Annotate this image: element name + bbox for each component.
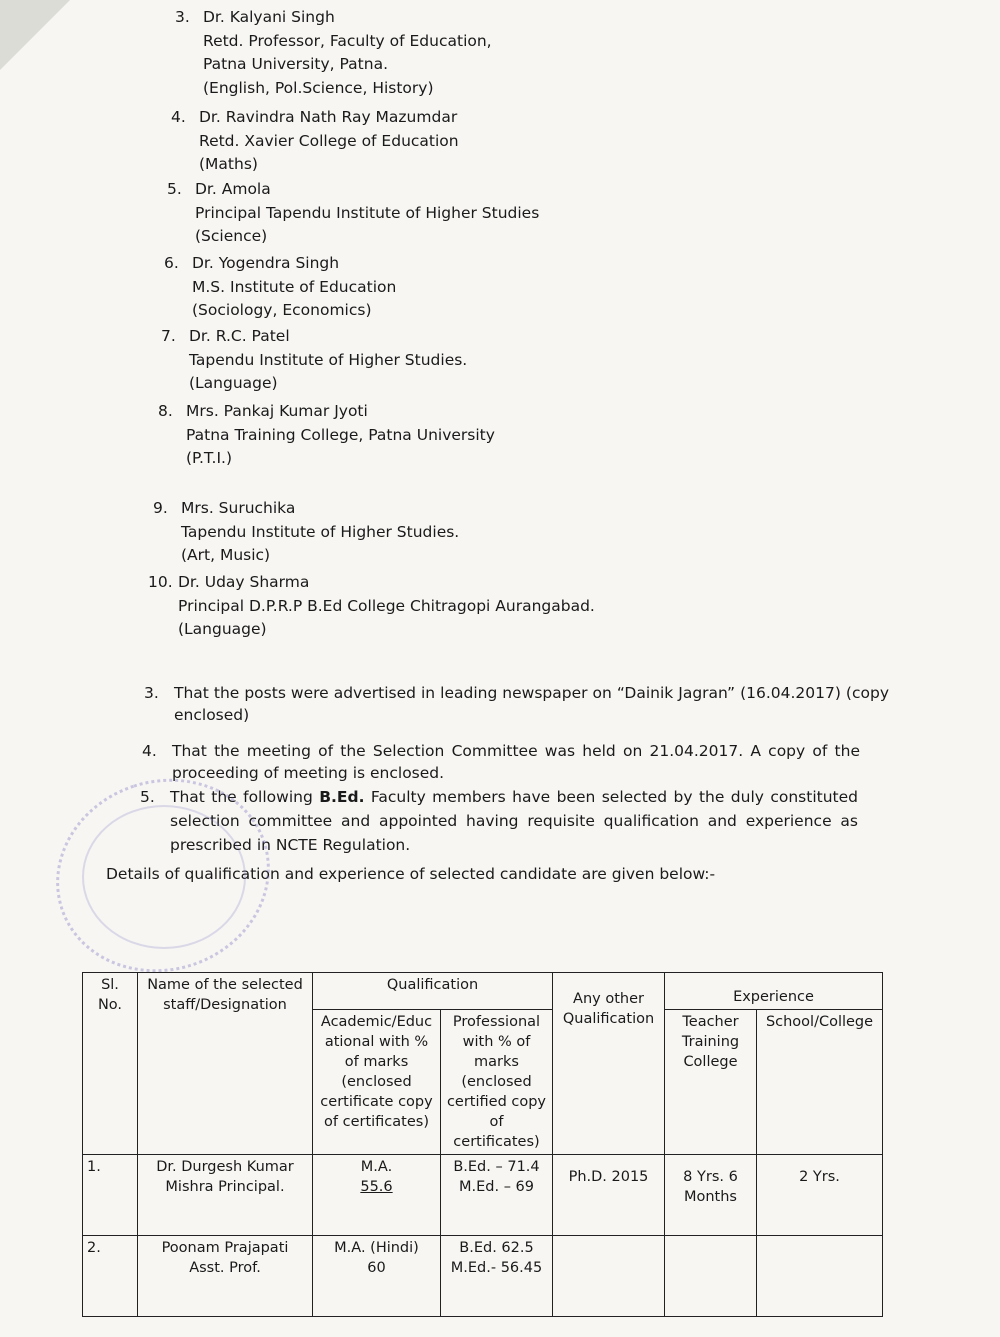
member-detail: Principal D.P.R.P B.Ed College Chitragopi Aurangabad.	[178, 596, 595, 615]
member-subjects: (English, Pol.Science, History)	[203, 78, 434, 97]
paragraph-text: That the meeting of the Selection Committee was held on 21.04.2017. A copy of the proceeding of meeting is enclosed.	[172, 742, 860, 782]
table-row	[83, 1155, 883, 1236]
row-academic	[313, 1155, 441, 1236]
member-name: Dr. Ravindra Nath Ray Mazumdar	[199, 108, 458, 126]
member-number: 8.	[158, 402, 173, 420]
member-subjects: (Maths)	[199, 155, 258, 173]
member-number: 4.	[171, 108, 186, 126]
header-academic: Academic/Educ ational with % of marks (enclosed certificate copy of certificates)	[313, 1010, 441, 1155]
paragraph-number: 5.	[140, 788, 155, 806]
member-detail: M.S. Institute of Education	[192, 277, 397, 296]
paragraph-item	[142, 740, 860, 784]
member-name: Mrs. Suruchika	[181, 499, 296, 517]
member-item	[164, 252, 397, 323]
member-number: 10.	[148, 573, 173, 591]
member-detail: Retd. Professor, Faculty of Education,	[203, 31, 492, 50]
row-teacher-training: 8 Yrs. 6 Months	[665, 1155, 757, 1236]
member-name: Dr. Uday Sharma	[178, 573, 310, 591]
bold-course-name: B.Ed.	[319, 788, 365, 806]
member-subjects: (P.T.I.)	[186, 449, 233, 467]
row-name: Dr. Durgesh Kumar Mishra Principal.	[138, 1155, 313, 1236]
row-teacher-training	[665, 1236, 757, 1317]
academic-degree: M.A. (Hindi)	[334, 1240, 419, 1256]
header-professional: Professional with % of marks (enclosed certified copy of certificates)	[441, 1010, 553, 1155]
member-detail: Tapendu Institute of Higher Studies.	[181, 522, 460, 541]
academic-degree: M.A.	[360, 1159, 393, 1175]
member-detail: Patna Training College, Patna University	[186, 425, 495, 444]
paragraph-item	[144, 682, 889, 726]
row-sl-no: 2.	[83, 1236, 138, 1317]
table-header-row	[83, 973, 883, 1010]
header-experience: Experience	[665, 973, 883, 1010]
member-subjects: (Sociology, Economics)	[192, 301, 372, 319]
header-name: Name of the selected staff/Designation	[138, 973, 313, 1155]
member-detail: Patna University, Patna.	[203, 55, 388, 73]
row-professional: B.Ed. – 71.4 M.Ed. – 69	[441, 1155, 553, 1236]
member-detail: Principal Tapendu Institute of Higher Studies	[195, 203, 540, 222]
member-name: Dr. Kalyani Singh	[203, 8, 335, 26]
member-detail: Tapendu Institute of Higher Studies.	[189, 350, 468, 369]
member-item	[148, 571, 595, 642]
member-item	[171, 106, 459, 177]
member-name: Mrs. Pankaj Kumar Jyoti	[186, 402, 368, 420]
member-item	[161, 325, 468, 396]
paragraph-number: 4.	[142, 742, 157, 760]
member-item	[158, 400, 495, 471]
selected-staff-table	[82, 972, 883, 1317]
row-professional: B.Ed. 62.5 M.Ed.- 56.45	[441, 1236, 553, 1317]
row-name: Poonam Prajapati Asst. Prof.	[138, 1236, 313, 1317]
member-item	[167, 178, 540, 249]
table-row	[83, 1236, 883, 1317]
paragraph-item	[140, 785, 858, 857]
row-academic	[313, 1236, 441, 1317]
seal-stamp-inner	[82, 805, 246, 949]
member-item	[153, 497, 460, 568]
academic-marks: 55.6	[360, 1179, 393, 1195]
member-detail: Retd. Xavier College of Education	[199, 131, 459, 150]
row-other-qualification: Ph.D. 2015	[553, 1155, 665, 1236]
header-teacher-training: Teacher Training College	[665, 1010, 757, 1155]
paragraph-text: That the posts were advertised in leading newspaper on “Dainik Jagran” (16.04.2017) (copy enclosed)	[174, 684, 889, 724]
member-number: 9.	[153, 499, 168, 517]
member-name: Dr. Yogendra Singh	[192, 254, 340, 272]
member-item	[175, 6, 492, 100]
academic-marks: 60	[367, 1260, 386, 1276]
header-other-qualification: Any other Qualification	[553, 973, 665, 1155]
member-subjects: (Language)	[189, 374, 278, 392]
member-name: Dr. Amola	[195, 180, 271, 198]
member-number: 5.	[167, 180, 182, 198]
row-school-college	[757, 1236, 883, 1317]
details-heading: Details of qualification and experience of selected candidate are given below:-	[106, 865, 716, 883]
member-name: Dr. R.C. Patel	[189, 327, 290, 345]
folded-corner	[0, 0, 70, 70]
paragraph-number: 3.	[144, 684, 159, 702]
member-number: 3.	[175, 8, 190, 26]
header-sl-no: Sl. No.	[83, 973, 138, 1155]
header-school-college: School/College	[757, 1010, 883, 1155]
row-school-college: 2 Yrs.	[757, 1155, 883, 1236]
member-number: 7.	[161, 327, 176, 345]
member-number: 6.	[164, 254, 179, 272]
member-subjects: (Language)	[178, 620, 267, 638]
member-subjects: (Science)	[195, 227, 268, 245]
member-subjects: (Art, Music)	[181, 546, 271, 564]
header-qualification: Qualification	[313, 973, 553, 1010]
paragraph-text: That the following B.Ed. Faculty members have been selected by the duly constituted selection committee and appointed having requisite qualification and experience as prescribed in NCTE Regulation.	[170, 788, 858, 854]
row-other-qualification	[553, 1236, 665, 1317]
row-sl-no: 1.	[83, 1155, 138, 1236]
